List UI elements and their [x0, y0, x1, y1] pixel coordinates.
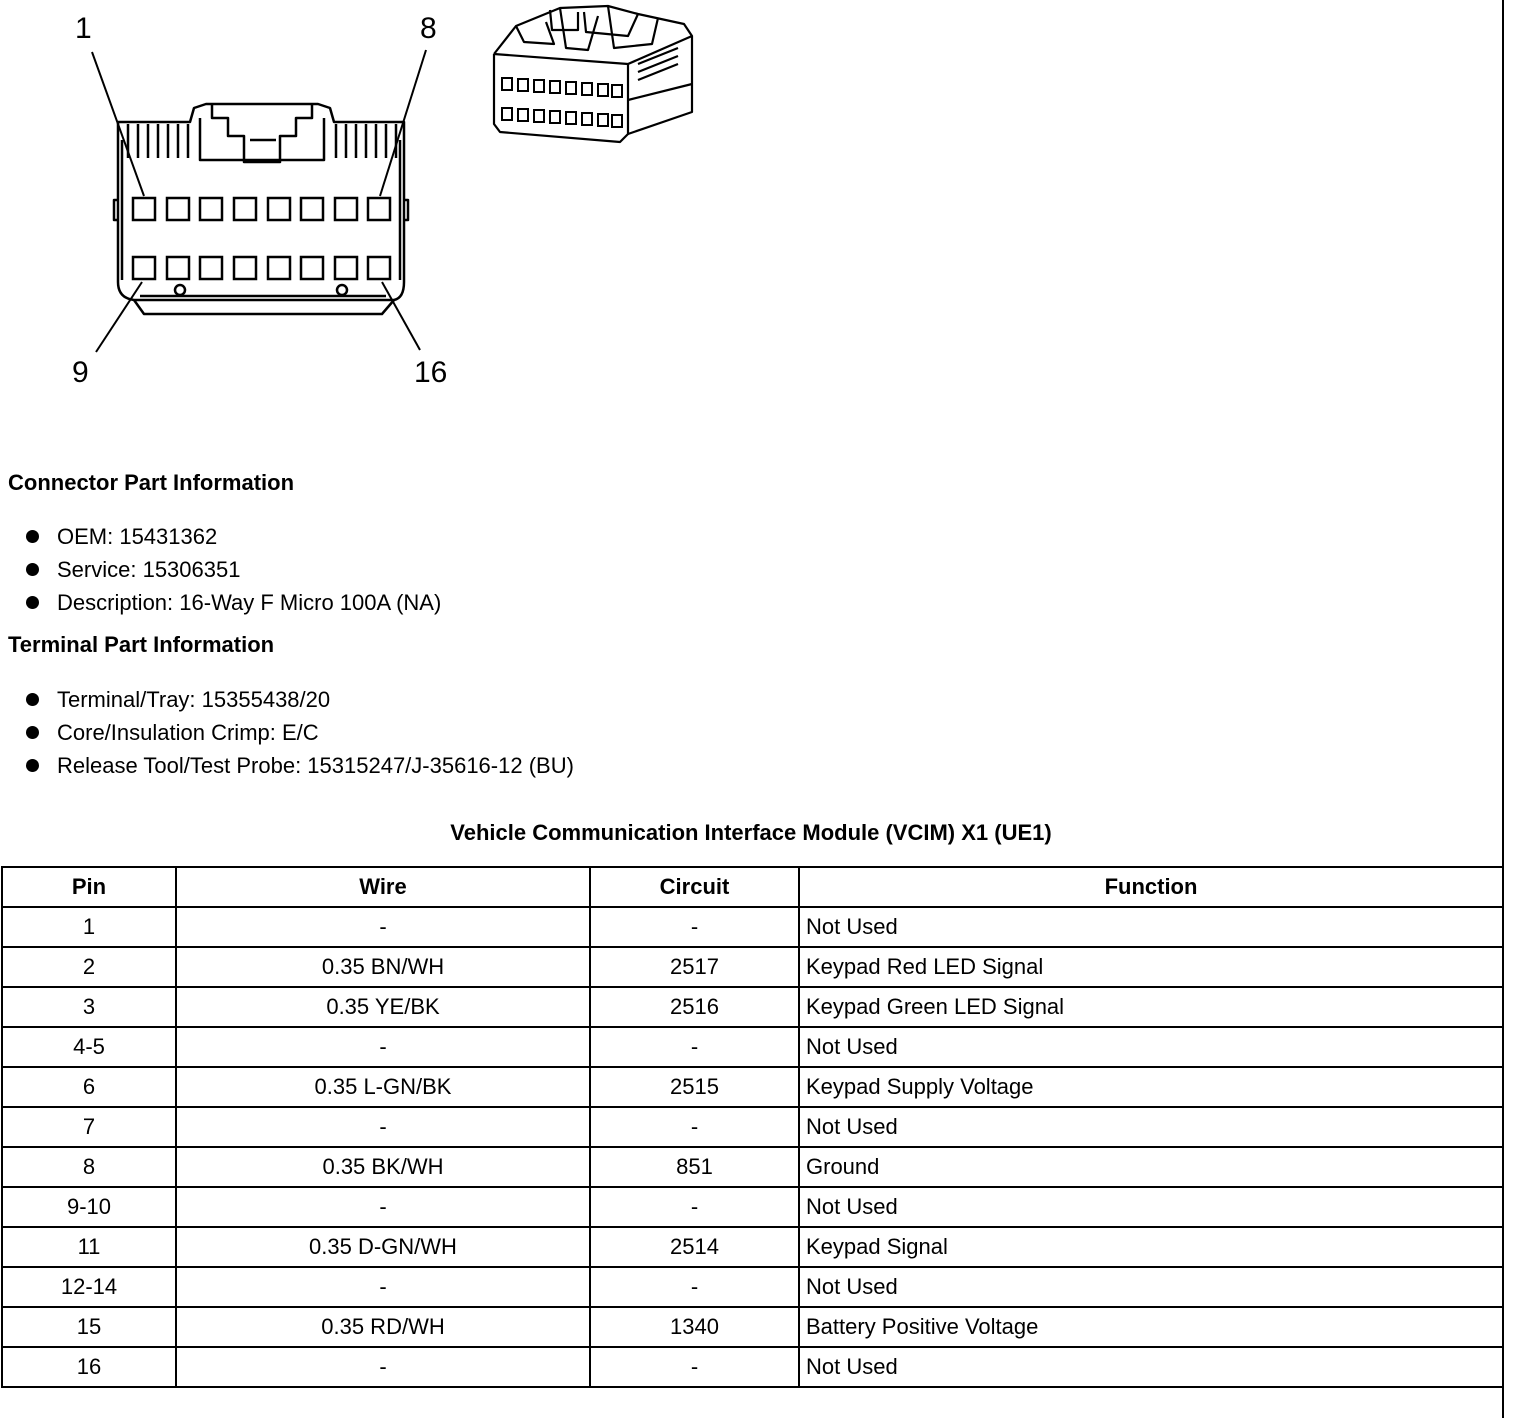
cell-function: Keypad Green LED Signal — [799, 987, 1503, 1027]
cell-wire: - — [176, 1347, 590, 1387]
pinout-table — [1, 866, 1504, 1388]
cell-wire: - — [176, 907, 590, 947]
cell-pin: 12-14 — [2, 1267, 176, 1307]
list-item: Description: 16-Way F Micro 100A (NA) — [24, 586, 441, 619]
bullet-icon — [26, 563, 39, 576]
cell-function: Not Used — [799, 1107, 1503, 1147]
bullet-icon — [26, 596, 39, 609]
pin-label-16: 16 — [414, 356, 448, 389]
column-header-pin: Pin — [2, 867, 176, 907]
cell-pin: 3 — [2, 987, 176, 1027]
cell-function: Not Used — [799, 1027, 1503, 1067]
pin-label-8: 8 — [420, 12, 437, 45]
cell-pin: 6 — [2, 1067, 176, 1107]
cell-pin: 16 — [2, 1347, 176, 1387]
cell-circuit: - — [590, 907, 799, 947]
table-row — [2, 1227, 1503, 1267]
connector-isometric-diagram — [488, 0, 708, 150]
table-row — [2, 947, 1503, 987]
cell-function: Ground — [799, 1147, 1503, 1187]
table-row — [2, 1267, 1503, 1307]
table-row — [2, 1067, 1503, 1107]
cell-wire: - — [176, 1107, 590, 1147]
list-item: Terminal/Tray: 15355438/20 — [24, 683, 574, 716]
table-row — [2, 907, 1503, 947]
column-header-wire: Wire — [176, 867, 590, 907]
cell-circuit: 2517 — [590, 947, 799, 987]
terminal-info-title: Terminal Part Information — [8, 632, 275, 657]
cell-circuit: - — [590, 1027, 799, 1067]
cell-circuit: - — [590, 1187, 799, 1227]
cell-pin: 1 — [2, 907, 176, 947]
table-row — [2, 1147, 1503, 1187]
cell-pin: 2 — [2, 947, 176, 987]
cell-pin: 4-5 — [2, 1027, 176, 1067]
terminal-info-list — [24, 683, 574, 782]
cell-wire: - — [176, 1187, 590, 1227]
cell-wire: - — [176, 1267, 590, 1307]
cell-function: Not Used — [799, 907, 1503, 947]
cell-circuit: 1340 — [590, 1307, 799, 1347]
cell-circuit: 2516 — [590, 987, 799, 1027]
cell-circuit: - — [590, 1107, 799, 1147]
connector-info-list — [24, 520, 441, 619]
cell-circuit: - — [590, 1347, 799, 1387]
cell-function: Keypad Supply Voltage — [799, 1067, 1503, 1107]
cell-wire: 0.35 YE/BK — [176, 987, 590, 1027]
cell-pin: 8 — [2, 1147, 176, 1187]
bullet-icon — [26, 726, 39, 739]
cell-function: Not Used — [799, 1187, 1503, 1227]
cell-function: Not Used — [799, 1267, 1503, 1307]
table-title: Vehicle Communication Interface Module (VCIM) X1 (UE1) — [450, 820, 1052, 845]
cell-wire: 0.35 D-GN/WH — [176, 1227, 590, 1267]
pin-label-1: 1 — [75, 12, 92, 45]
list-item: Release Tool/Test Probe: 15315247/J-35616-12 (BU) — [24, 749, 574, 782]
cell-wire: 0.35 RD/WH — [176, 1307, 590, 1347]
table-row — [2, 1307, 1503, 1347]
connector-face-diagram — [0, 0, 500, 400]
list-item: OEM: 15431362 — [24, 520, 441, 553]
cell-circuit: 2515 — [590, 1067, 799, 1107]
list-item: Core/Insulation Crimp: E/C — [24, 716, 574, 749]
cell-pin: 9-10 — [2, 1187, 176, 1227]
table-row — [2, 1347, 1503, 1387]
cell-wire: 0.35 BK/WH — [176, 1147, 590, 1187]
cell-function: Battery Positive Voltage — [799, 1307, 1503, 1347]
connector-info-title: Connector Part Information — [8, 470, 295, 495]
table-header-row — [2, 867, 1503, 907]
cell-function: Keypad Signal — [799, 1227, 1503, 1267]
bullet-icon — [26, 759, 39, 772]
cell-pin: 7 — [2, 1107, 176, 1147]
cell-circuit: - — [590, 1267, 799, 1307]
cell-function: Not Used — [799, 1347, 1503, 1387]
bullet-icon — [26, 693, 39, 706]
cell-circuit: 2514 — [590, 1227, 799, 1267]
table-row — [2, 1107, 1503, 1147]
table-row — [2, 1027, 1503, 1067]
pin-label-9: 9 — [72, 356, 89, 389]
cell-wire: 0.35 L-GN/BK — [176, 1067, 590, 1107]
cell-function: Keypad Red LED Signal — [799, 947, 1503, 987]
table-row — [2, 987, 1503, 1027]
cell-circuit: 851 — [590, 1147, 799, 1187]
table-row — [2, 1187, 1503, 1227]
bullet-icon — [26, 530, 39, 543]
cell-pin: 11 — [2, 1227, 176, 1267]
cell-pin: 15 — [2, 1307, 176, 1347]
cell-wire: 0.35 BN/WH — [176, 947, 590, 987]
cell-wire: - — [176, 1027, 590, 1067]
column-header-function: Function — [799, 867, 1503, 907]
column-header-circuit: Circuit — [590, 867, 799, 907]
list-item: Service: 15306351 — [24, 553, 441, 586]
